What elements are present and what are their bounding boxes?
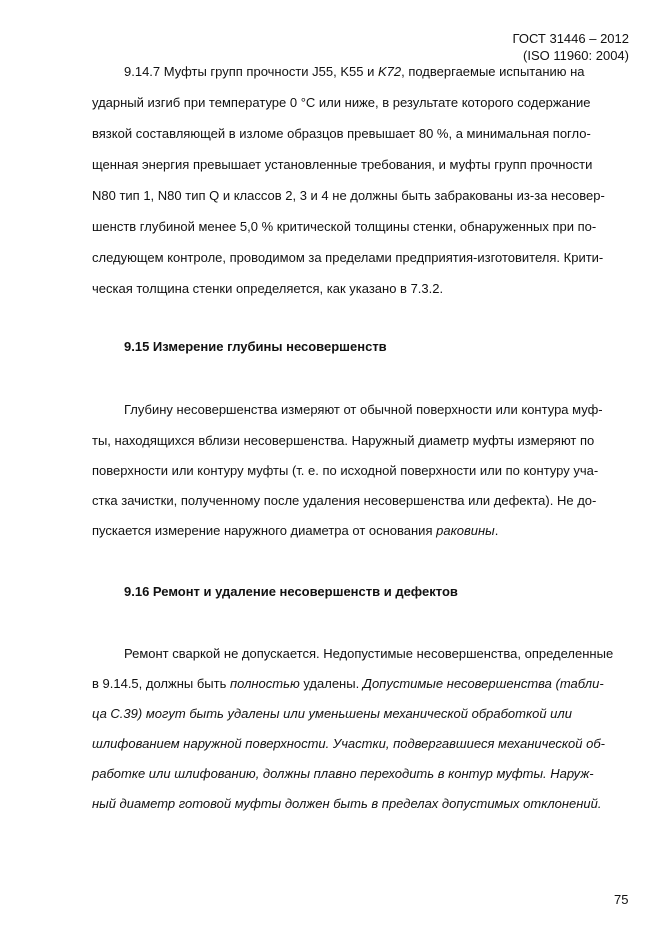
- iso-reference: (ISO 11960: 2004): [523, 48, 629, 63]
- paragraph-line: вязкой составляющей в изломе образцов превышает 80 %, а минимальная погло-: [92, 126, 591, 141]
- standard-number: ГОСТ 31446 – 2012: [512, 31, 629, 46]
- paragraph-line: [92, 706, 572, 721]
- paragraph-line: [92, 766, 594, 781]
- document-header: [513, 30, 629, 64]
- italic-text: ный диаметр готовой муфты должен быть в пределах допустимых отклонений.: [92, 796, 602, 811]
- paragraph-line: N80 тип 1, N80 тип Q и классов 2, 3 и 4 не должны быть забракованы из-за несовер-: [92, 188, 605, 203]
- paragraph-line: стка зачистки, полученному после удаления несовершенства или дефекта). Не до-: [92, 493, 597, 508]
- paragraph-line: следующем контроле, проводимом за пределами предприятия-изготовителя. Крити-: [92, 250, 604, 265]
- paragraph-line: ударный изгиб при температуре 0 °C или ниже, в результате которого содержание: [92, 95, 591, 110]
- page-number: 75: [614, 892, 629, 907]
- paragraph-line: поверхности или контуру муфты (т. е. по исходной поверхности или по контуру уча-: [92, 463, 599, 478]
- paragraph-line: пускается измерение наружного диаметра от основания раковины.: [92, 523, 499, 538]
- paragraph-line: Ремонт сваркой не допускается. Недопустимые несовершенства, определенные: [124, 646, 614, 661]
- italic-text: Допустимые несовершенства (табли-: [362, 676, 604, 691]
- italic-text: ца С.39) могут быть удалены или уменьшены механической обработкой или: [92, 706, 572, 721]
- paragraph-line: ты, находящихся вблизи несовершенства. Наружный диаметр муфты измеряют по: [92, 433, 595, 448]
- paragraph-line: [92, 736, 605, 751]
- italic-text: шлифованием наружной поверхности. Участки, подвергавшиеся механической об-: [92, 736, 605, 751]
- italic-text: работке или шлифованию, должны плавно переходить в контур муфты. Наруж-: [92, 766, 594, 781]
- paragraph-line: шенств глубиной менее 5,0 % критической толщины стенки, обнаруженных при по-: [92, 219, 597, 234]
- italic-text: раковины: [436, 523, 495, 538]
- paragraph-line: щенная энергия превышает установленные требования, и муфты групп прочности: [92, 157, 593, 172]
- paragraph-line: [92, 796, 602, 811]
- paragraph-line: 9.14.7 Муфты групп прочности J55, K55 и K72, подвергаемые испытанию на: [124, 64, 585, 79]
- section-heading-9-16: 9.16 Ремонт и удаление несовершенств и дефектов: [124, 584, 458, 599]
- section-heading-9-15: 9.15 Измерение глубины несовершенств: [124, 339, 387, 354]
- paragraph-line: в 9.14.5, должны быть полностью удалены. Допустимые несовершенства (табли-: [92, 676, 604, 691]
- italic-text: полностью: [229, 676, 300, 691]
- italic-text: K72: [377, 64, 402, 79]
- paragraph-line: ческая толщина стенки определяется, как указано в 7.3.2.: [92, 281, 444, 296]
- paragraph-line: Глубину несовершенства измеряют от обычной поверхности или контура муф-: [124, 402, 603, 417]
